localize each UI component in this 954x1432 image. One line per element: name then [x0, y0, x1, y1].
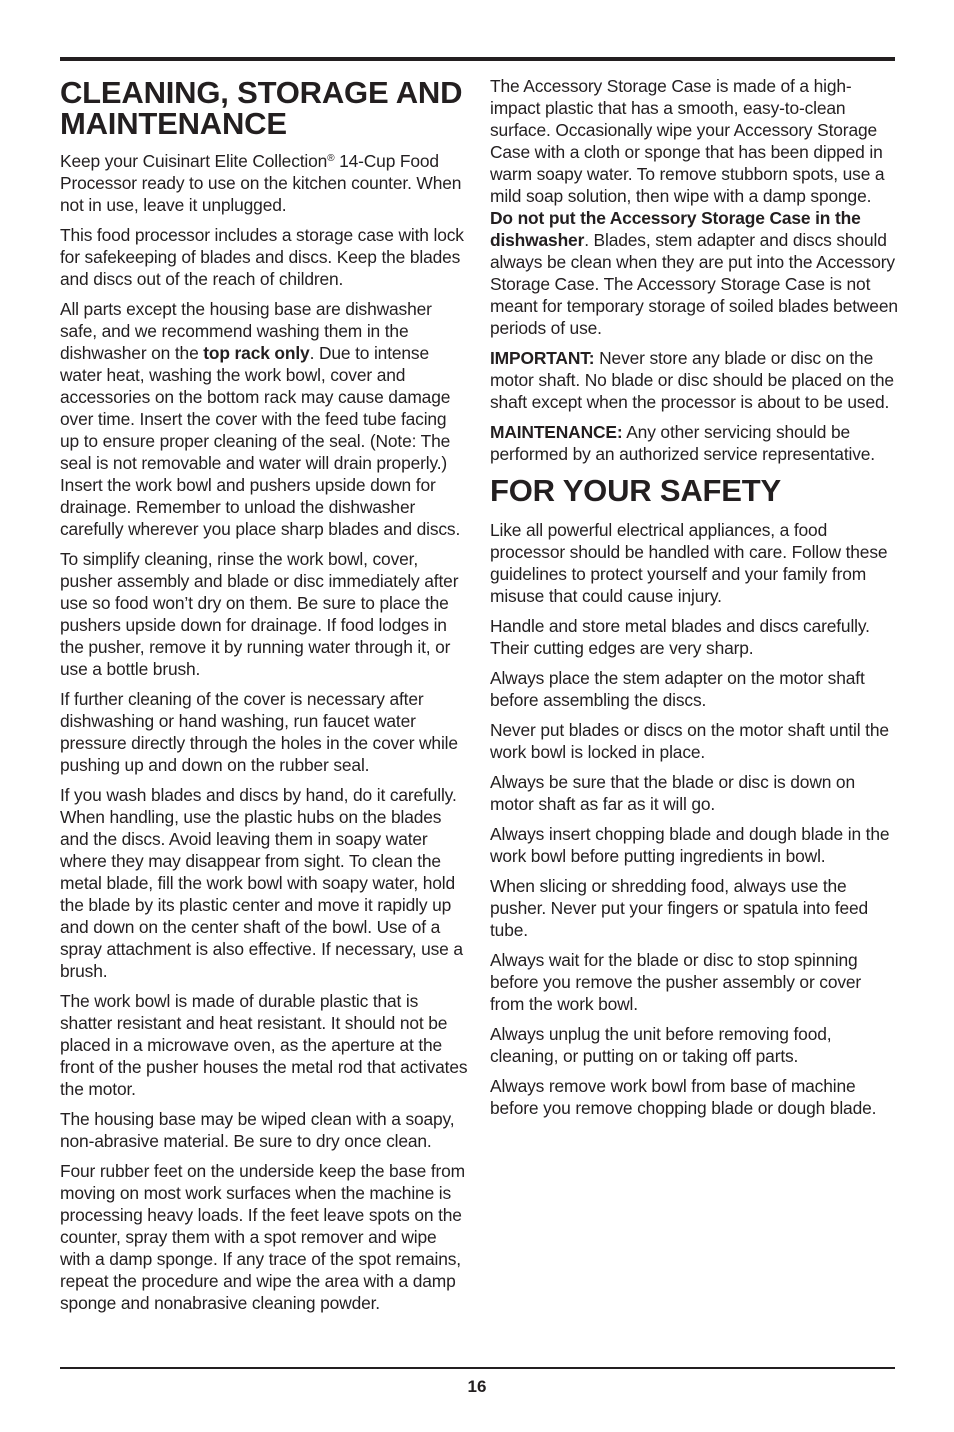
- safety-paragraph: Handle and store metal blades and discs carefully. Their cutting edges are very sharp.: [490, 616, 870, 658]
- paragraph-rubber-feet: Four rubber feet on the underside keep the base from moving on most work surfaces when the machine is processing heavy loads. If the feet leave spots on the counter, spray them with a spot remover and wipe with a damp sponge. If any trace of the spot remains, repeat the procedure and wipe the area with a damp sponge and nonabrasive cleaning powder.: [60, 1161, 465, 1313]
- paragraph-accessory-case: The Accessory Storage Case is made of a high-impact plastic that has a smooth, easy-to-clean surface. Occasionally wipe your Accessory Storage Case with a cloth or sponge that has been dipped in warm soapy water. To remove stubborn spots, use a mild soap solution, then wipe with a damp sponge. Do not put the Accessory Storage Case in the dishwasher. Blades, stem adapter and discs should always be clean when they are put into the Accessory Storage Case. The Accessory Storage Case is not meant for temporary storage of soiled blades between periods of use.: [490, 76, 898, 338]
- paragraph-cover-cleaning: If further cleaning of the cover is necessary after dishwashing or hand washing, run faucet water pressure directly through the holes in the cover while pushing up and down on the rubber seal.: [60, 689, 458, 775]
- important-label: IMPORTANT:: [490, 348, 595, 368]
- top-rule: [60, 57, 895, 61]
- paragraph-maintenance: MAINTENANCE: Any other servicing should be performed by an authorized service representative.: [490, 422, 875, 464]
- paragraph-dishwasher: All parts except the housing base are dishwasher safe, and we recommend washing them in the dishwasher on the top rack only. Due to intense water heat, washing the work bowl, cover and accessories on the bottom rack may cause damage over time. Insert the cover with the feed tube facing up to ensure proper cleaning of the seal. (Note: The seal is not removable and water will drain properly.) Insert the work bowl and pushers upside down for drainage. Remember to unload the dishwasher carefully wherever you place sharp blades and discs.: [60, 299, 461, 539]
- maintenance-label: MAINTENANCE:: [490, 422, 623, 442]
- bottom-rule: [60, 1367, 895, 1369]
- safety-paragraph: Always place the stem adapter on the motor shaft before assembling the discs.: [490, 668, 865, 710]
- right-column: [490, 75, 898, 1127]
- page-number: 16: [467, 1377, 487, 1396]
- left-column: [60, 75, 468, 1322]
- safety-paragraph: Always be sure that the blade or disc is down on motor shaft as far as it will go.: [490, 772, 855, 814]
- safety-paragraph: Always remove work bowl from base of machine before you remove chopping blade or dough blade.: [490, 1076, 877, 1118]
- paragraph-housing-base: The housing base may be wiped clean with a soapy, non-abrasive material. Be sure to dry once clean.: [60, 1109, 455, 1151]
- safety-paragraph: Never put blades or discs on the motor shaft until the work bowl is locked in place.: [490, 720, 889, 762]
- dishwasher-warning: Do not put the Accessory Storage Case in the dishwasher: [490, 208, 861, 250]
- safety-paragraph: Always insert chopping blade and dough blade in the work bowl before putting ingredients in bowl.: [490, 824, 890, 866]
- paragraph-rinse: To simplify cleaning, rinse the work bowl, cover, pusher assembly and blade or disc immediately after use so food won’t dry on them. Be sure to place the pushers upside down for drainage. If food lodges in the pusher, remove it by running water through it, or use a bottle brush.: [60, 549, 459, 679]
- safety-paragraph: When slicing or shredding food, always use the pusher. Never put your fingers or spatula into feed tube.: [490, 876, 869, 940]
- paragraph-hand-wash: If you wash blades and discs by hand, do it carefully. When handling, use the plastic hubs on the blades and the discs. Avoid leaving them in soapy water where they may disappear from sight. To clean the metal blade, fill the work bowl with soapy water, hold the blade by its plastic center and move it rapidly up and down on the center shaft of the bowl. Use of a spray attachment is also effective. If necessary, use a brush.: [60, 785, 463, 981]
- top-rack-emphasis: top rack only: [203, 343, 310, 363]
- cleaning-heading: CLEANING, STORAGE AND MAINTENANCE: [60, 75, 463, 141]
- paragraph-storage-case: This food processor includes a storage case with lock for safekeeping of blades and discs. Keep the blades and discs out of the reach of children.: [60, 225, 464, 289]
- paragraph-important: IMPORTANT: Never store any blade or disc on the motor shaft. No blade or disc should be placed on the shaft except when the processor is about to be used.: [490, 348, 894, 412]
- safety-paragraph: Like all powerful electrical appliances, a food processor should be handled with care. Follow these guidelines to protect yourself and your family from misuse that could cause injury.: [490, 520, 888, 606]
- safety-paragraph: Always unplug the unit before removing food, cleaning, or putting on or taking off parts.: [490, 1024, 832, 1066]
- registered-mark: ®: [327, 153, 335, 164]
- paragraph-intro: Keep your Cuisinart Elite Collection® 14-Cup Food Processor ready to use on the kitchen counter. When not in use, leave it unplugged.: [60, 151, 462, 215]
- paragraph-work-bowl: The work bowl is made of durable plastic that is shatter resistant and heat resistant. It should not be placed in a microwave oven, as the aperture at the front of the pusher houses the metal rod that activates the motor.: [60, 991, 468, 1099]
- safety-paragraph: Always wait for the blade or disc to stop spinning before you remove the pusher assembly or cover from the work bowl.: [490, 950, 862, 1014]
- safety-heading: FOR YOUR SAFETY: [490, 473, 781, 508]
